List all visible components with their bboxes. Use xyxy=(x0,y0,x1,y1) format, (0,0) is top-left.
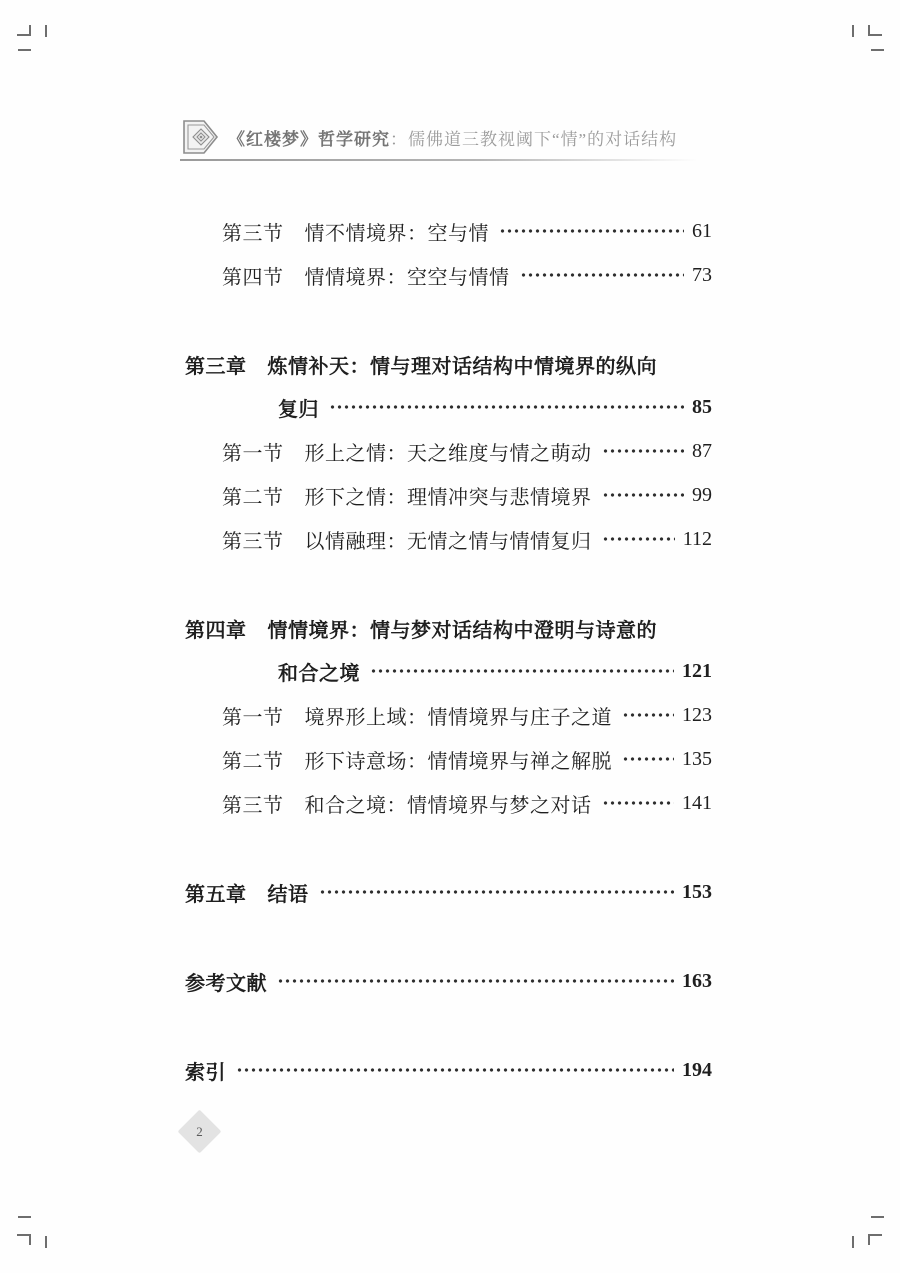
crop-mark-bottom-right-tick xyxy=(852,1236,854,1248)
toc-entry-title: 结语 xyxy=(267,883,309,906)
toc-backmatter-entry xyxy=(185,1056,712,1084)
toc-entry xyxy=(185,481,712,509)
crop-mark-bottom-left-corner xyxy=(17,1234,31,1245)
toc-page-number: 153 xyxy=(682,880,712,903)
crop-mark-top-right-dash xyxy=(871,49,884,51)
toc-leader-dots xyxy=(236,1056,674,1084)
toc-entry-label: 第一节 xyxy=(222,706,284,729)
page-number-diamond xyxy=(178,1110,222,1154)
toc-entry-label: 第二节 xyxy=(222,486,284,509)
toc-page-number: 141 xyxy=(682,791,712,814)
crop-mark-top-left-tick xyxy=(45,25,47,37)
toc-page-number: 73 xyxy=(692,263,712,286)
toc-entry-label: 第三节 xyxy=(222,794,284,817)
toc-leader-dots xyxy=(370,657,674,685)
toc-entry xyxy=(185,217,712,245)
toc-page-number: 121 xyxy=(682,659,712,682)
toc-entry xyxy=(185,437,712,465)
toc-entry-label: 第四章 xyxy=(185,619,247,642)
toc-page-number: 85 xyxy=(692,395,712,418)
toc-leader-dots xyxy=(602,481,685,509)
toc-entry-label: 第三节 xyxy=(222,530,284,553)
toc-entry xyxy=(185,789,712,817)
toc-entry-title: 炼情补天：情与理对话结构中情境界的纵向 xyxy=(267,355,657,378)
crop-mark-bottom-right-corner xyxy=(868,1234,882,1245)
header-title-main: 《红楼梦》哲学研究 xyxy=(228,130,390,149)
toc-page-number: 123 xyxy=(682,703,712,726)
toc-leader-dots xyxy=(602,437,685,465)
toc-entry-title: 和合之境 xyxy=(278,662,360,685)
toc-entry-title: 情情境界：情与梦对话结构中澄明与诗意的 xyxy=(267,619,657,642)
toc-entry xyxy=(185,525,712,553)
toc-leader-dots xyxy=(329,393,684,421)
toc-entry-title: 索引 xyxy=(185,1061,226,1084)
toc-entry-title: 形上之情：天之维度与情之萌动 xyxy=(304,442,592,465)
crop-mark-top-left-corner xyxy=(17,25,31,36)
toc-leader-dots xyxy=(520,261,685,289)
toc-entry-label: 第三章 xyxy=(185,355,247,378)
toc-page-number: 112 xyxy=(682,527,712,550)
toc-entry-label: 第五章 xyxy=(185,883,247,906)
toc-entry-title: 形下诗意场：情情境界与禅之解脱 xyxy=(304,750,612,773)
toc-page-number: 135 xyxy=(682,747,712,770)
toc-page-number: 163 xyxy=(682,969,712,992)
toc-entry-title: 以情融理：无情之情与情情复归 xyxy=(304,530,592,553)
crop-mark-bottom-left-tick xyxy=(45,1236,47,1248)
toc-leader-dots xyxy=(622,745,674,773)
toc-entry-title: 形下之情：理情冲突与悲情境界 xyxy=(304,486,592,509)
toc-chapter-entry xyxy=(185,878,712,906)
toc-entry-title: 和合之境：情情境界与梦之对话 xyxy=(304,794,592,817)
table-of-contents xyxy=(185,0,712,1084)
header-title-sub: ：儒佛道三教视阈下“情”的对话结构 xyxy=(390,130,678,149)
crop-mark-bottom-left-dash xyxy=(18,1216,31,1218)
toc-entry xyxy=(185,261,712,289)
toc-entry-title: 境界形上域：情情境界与庄子之道 xyxy=(304,706,612,729)
toc-leader-dots xyxy=(602,525,675,553)
toc-entry-title: 参考文献 xyxy=(185,972,267,995)
crop-mark-top-right-corner xyxy=(868,25,882,36)
toc-leader-dots xyxy=(277,967,674,995)
toc-entry-label: 第三节 xyxy=(222,222,284,245)
crop-mark-top-right-tick xyxy=(852,25,854,37)
toc-leader-dots xyxy=(319,878,675,906)
toc-entry xyxy=(185,701,712,729)
toc-page-number: 87 xyxy=(692,439,712,462)
toc-entry-label: 第一节 xyxy=(222,442,284,465)
toc-leader-dots xyxy=(602,789,675,817)
toc-entry xyxy=(185,745,712,773)
page-number: 2 xyxy=(196,1123,203,1139)
toc-page-number: 194 xyxy=(682,1058,712,1081)
toc-chapter-entry xyxy=(185,350,712,378)
toc-entry-title: 情不情境界：空与情 xyxy=(304,222,489,245)
toc-entry-title: 复归 xyxy=(278,398,319,421)
toc-entry-title: 情情境界：空空与情情 xyxy=(304,266,510,289)
toc-entry-label: 第二节 xyxy=(222,750,284,773)
toc-chapter-continuation xyxy=(185,393,712,421)
crop-mark-bottom-right-dash xyxy=(871,1216,884,1218)
toc-page-number: 61 xyxy=(692,219,712,242)
crop-mark-top-left-dash xyxy=(18,49,31,51)
toc-entry-label: 第四节 xyxy=(222,266,284,289)
toc-leader-dots xyxy=(499,217,684,245)
toc-leader-dots xyxy=(622,701,674,729)
toc-chapter-entry xyxy=(185,614,712,642)
toc-backmatter-entry xyxy=(185,967,712,995)
toc-page-number: 99 xyxy=(692,483,712,506)
toc-chapter-continuation xyxy=(185,657,712,685)
